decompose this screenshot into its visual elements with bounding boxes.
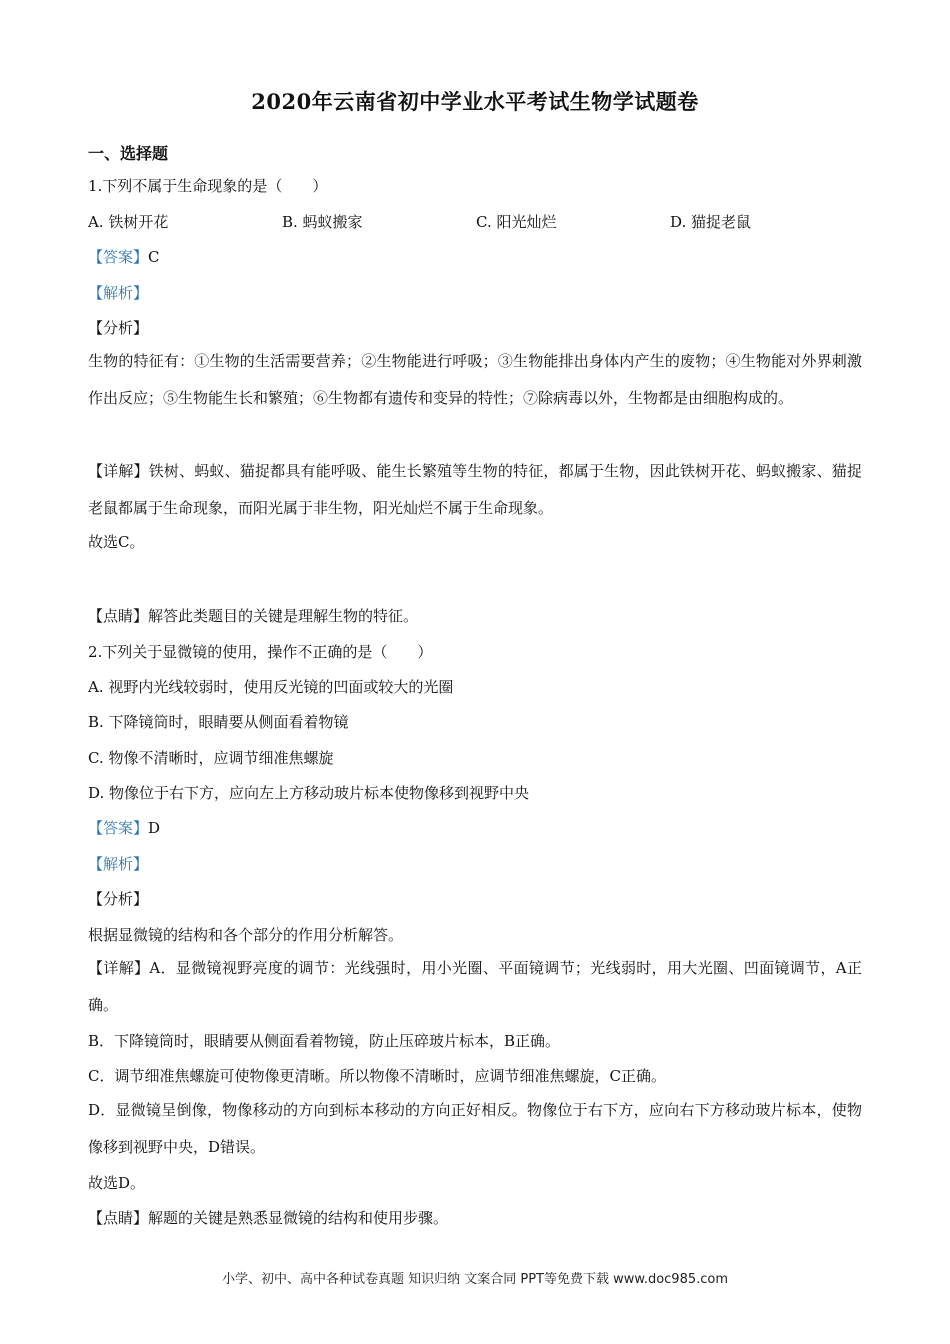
q1-fenxi-tag: 【分析】 [88, 319, 149, 337]
answer-value: C [148, 248, 160, 266]
q2-fenxi-tag: 【分析】 [88, 890, 149, 908]
q2-xiangjie-a [88, 950, 862, 1024]
answer-tag: 【答案】 [88, 248, 149, 266]
question-1-stem: 1.下列不属于生命现象的是（ ） [88, 177, 328, 195]
dianjing-text: 解答此类题目的关键是理解生物的特征。 [148, 607, 419, 625]
q2-option-b: B. 下降镜筒时，眼睛要从侧面看着物镜 [88, 713, 349, 731]
answer-value: D [148, 819, 161, 837]
q1-answer [88, 247, 868, 267]
q2-option-c: C. 物像不清晰时，应调节细准焦螺旋 [88, 749, 334, 767]
xiangjie-text: 铁树、蚂蚁、猫捉都具有能呼吸、能生长繁殖等生物的特征，都属于生物，因此铁树开花、蚂蚁搬家、猫捉老鼠都属于生命现象，而阳光属于非生物，阳光灿烂不属于生命现象。 [88, 462, 862, 517]
q2-jiexi-tag: 【解析】 [88, 855, 149, 873]
xiangjie-a-text: A．显微镜视野亮度的调节：光线强时，用小光圈、平面镜调节；光线弱时，用大光圈、凹面镜调节，A正确。 [88, 959, 862, 1014]
q2-option-a: A. 视野内光线较弱时，使用反光镜的凹面或较大的光圈 [88, 678, 454, 696]
q1-jiexi-tag: 【解析】 [88, 284, 149, 302]
question-2-stem: 2.下列关于显微镜的使用，操作不正确的是（ ） [88, 643, 433, 661]
q2-dianjing [88, 1208, 868, 1228]
q1-fenxi-text: 生物的特征有：①生物的生活需要营养；②生物能进行呼吸；③生物能排出身体内产生的废物；④生物能对外界刺激作出反应；⑤生物能生长和繁殖；⑥生物都有遗传和变异的特性；⑦除病毒以外，生物都是由细胞构成的。 [88, 352, 862, 407]
dianjing-tag: 【点睛】 [88, 607, 149, 625]
page-footer: 小学、初中、高中各种试卷真题 知识归纳 文案合同 PPT等免费下载 www.doc985.com [221, 1272, 729, 1287]
q2-xiangjie-d: D．显微镜呈倒像，物像移动的方向到标本移动的方向正好相反。物像位于右下方，应向右下方移动玻片标本，使物像移到视野中央，D错误。 [88, 1101, 862, 1156]
q1-option-a: A. 铁树开花 [88, 213, 169, 231]
q2-answer [88, 818, 868, 838]
xiangjie-tag: 【详解】 [88, 462, 149, 480]
q2-xiangjie-b: B．下降镜筒时，眼睛要从侧面看着物镜，防止压碎玻片标本，B正确。 [88, 1032, 561, 1050]
q1-option-c: C. 阳光灿烂 [476, 213, 557, 231]
q1-option-d: D. 猫捉老鼠 [670, 213, 752, 231]
q1-dianjing [88, 606, 868, 626]
page-title: 2020年云南省初中学业水平考试生物学试题卷 [251, 89, 699, 114]
q2-option-d: D. 物像位于右下方，应向左上方移动玻片标本使物像移到视野中央 [88, 784, 530, 802]
answer-tag: 【答案】 [88, 819, 149, 837]
q1-conclusion: 故选C。 [88, 533, 145, 551]
section-heading: 一、选择题 [88, 144, 169, 163]
q2-fenxi-text: 根据显微镜的结构和各个部分的作用分析解答。 [88, 926, 404, 944]
q2-xiangjie-c: C．调节细准焦螺旋可使物像更清晰。所以物像不清晰时，应调节细准焦螺旋，C正确。 [88, 1067, 666, 1085]
q2-conclusion: 故选D。 [88, 1174, 146, 1192]
xiangjie-tag: 【详解】 [88, 959, 150, 977]
dianjing-text: 解题的关键是熟悉显微镜的结构和使用步骤。 [148, 1209, 449, 1227]
dianjing-tag: 【点睛】 [88, 1209, 149, 1227]
q1-xiangjie [88, 453, 862, 527]
q1-option-b: B. 蚂蚁搬家 [282, 213, 363, 231]
